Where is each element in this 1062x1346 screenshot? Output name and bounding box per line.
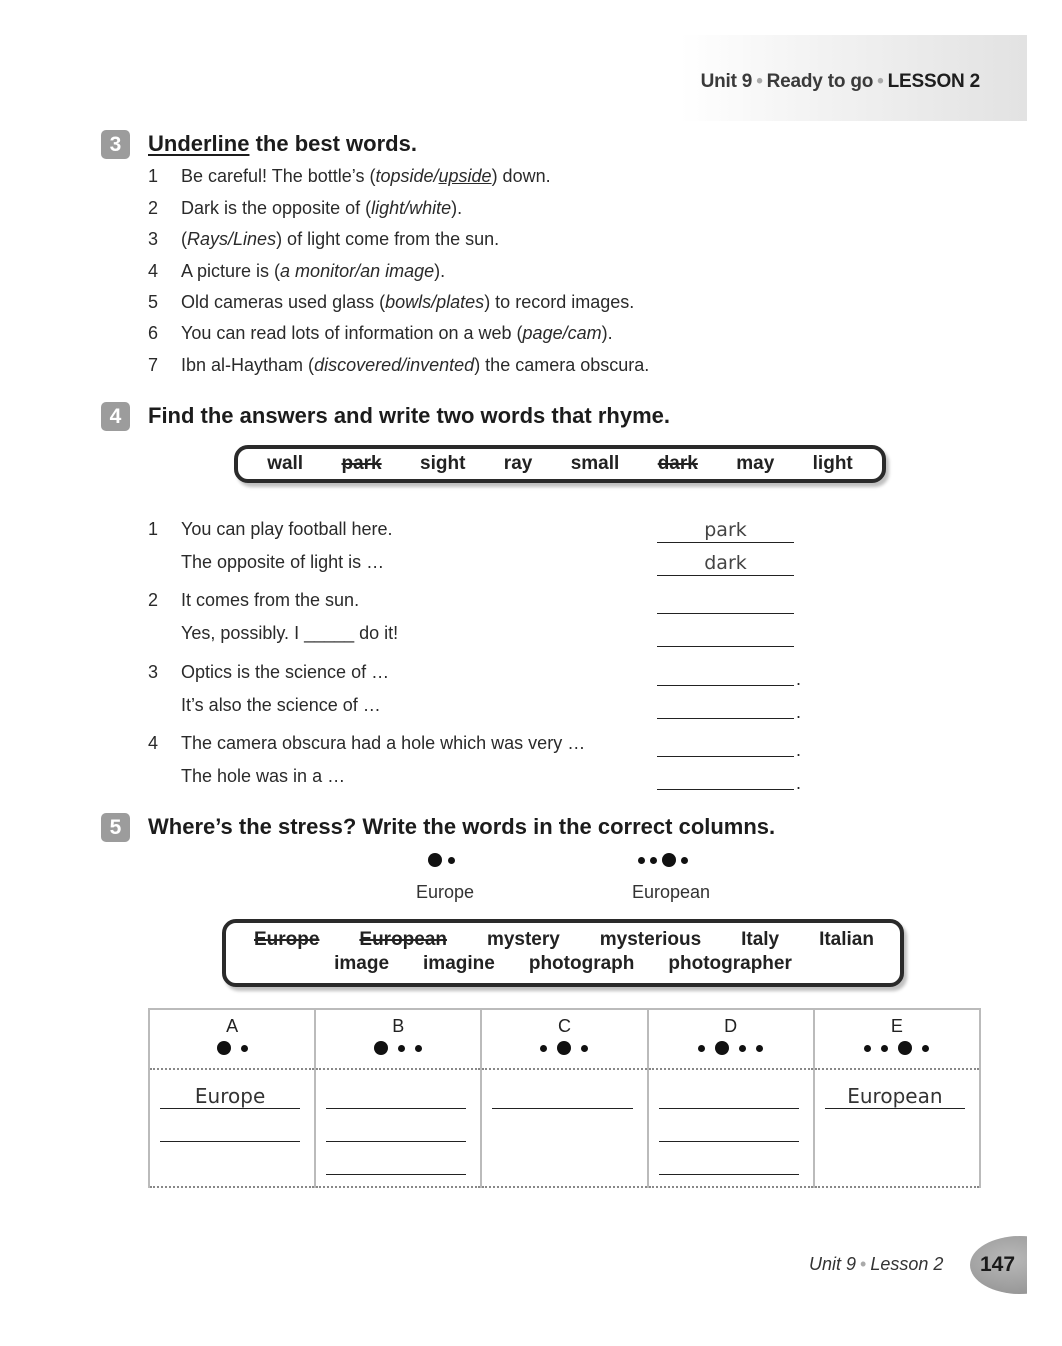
- word-box-word: wall: [267, 453, 304, 474]
- option-separator: /: [355, 261, 361, 281]
- question-text: The camera obscura had a hole which was very …: [181, 733, 586, 753]
- stress-columns-table: [148, 1008, 981, 1188]
- question-text: It’s also the science of …: [181, 695, 381, 715]
- stress-table-header-row: [149, 1009, 980, 1069]
- option-1[interactable]: topside: [375, 166, 434, 186]
- option-2[interactable]: an image: [360, 261, 435, 281]
- exercise-4-question: [148, 733, 585, 754]
- stress-pattern: [316, 1041, 480, 1055]
- stress-dot-small-icon: [398, 1045, 405, 1052]
- footer-lesson: Lesson 2: [870, 1254, 944, 1274]
- header-lesson: LESSON 2: [887, 71, 980, 92]
- question-text: The opposite of light is …: [181, 552, 385, 572]
- column-label: B: [392, 1016, 405, 1036]
- exercise-4-question: [148, 590, 359, 611]
- page-number: 147: [980, 1253, 1016, 1276]
- item-number: 6: [148, 323, 159, 343]
- column-label: E: [890, 1016, 903, 1036]
- stress-dot-small-icon: [540, 1045, 547, 1052]
- option-2[interactable]: plates: [436, 292, 485, 312]
- option-separator: /: [401, 355, 407, 375]
- item-text-before: A picture is (: [181, 261, 281, 281]
- column-answers-a: [149, 1069, 315, 1187]
- stress-dot-big-icon: [898, 1041, 912, 1055]
- option-separator: /: [433, 166, 439, 186]
- exercise-3-number-badge: 3: [101, 130, 130, 159]
- word-box-word: Italy: [741, 929, 780, 950]
- word-box-word: ray: [503, 453, 533, 474]
- word-box-word: park: [341, 453, 382, 474]
- stress-dot-big-icon: [557, 1041, 571, 1055]
- item-text-before: Be careful! The bottle’s (: [181, 166, 376, 186]
- question-text: The hole was in a …: [181, 766, 346, 786]
- exercise-4-title: Find the answers and write two words that rhyme.: [148, 403, 670, 428]
- stress-example-word-1: Europe: [416, 882, 475, 902]
- item-text-before: (: [181, 229, 187, 249]
- stress-dot-small-icon: [881, 1045, 888, 1052]
- word-box-word: Italian: [819, 929, 874, 950]
- item-text-before: You can read lots of information on a web (: [181, 323, 523, 343]
- item-number: 1: [148, 166, 159, 186]
- footer-lesson-label: [809, 1254, 943, 1275]
- exercise-3-item: [148, 229, 499, 250]
- stress-dot-big-icon: [715, 1041, 729, 1055]
- exercise-4-number-badge: 4: [101, 402, 130, 431]
- option-separator: /: [228, 229, 234, 249]
- stress-pattern: [815, 1041, 979, 1055]
- word-box-word: European: [359, 929, 448, 950]
- column-header-b: [315, 1009, 481, 1069]
- item-number: 7: [148, 355, 159, 375]
- word-box-word: mysterious: [599, 929, 702, 950]
- word-box-word: imagine: [423, 953, 495, 974]
- exercise-3-item: [148, 198, 462, 219]
- footer-separator: •: [860, 1254, 867, 1274]
- question-text: You can play football here.: [181, 519, 393, 539]
- word-box-word: dark: [657, 453, 698, 474]
- header-unit: Unit 9: [700, 71, 753, 92]
- word-box-word: light: [812, 453, 853, 474]
- stress-pattern-example-2: [638, 853, 688, 867]
- exercise-4-question: [148, 552, 384, 573]
- stress-dot-big-icon: [374, 1041, 388, 1055]
- answer-blank[interactable]: [657, 732, 794, 757]
- answer-blank[interactable]: [657, 589, 794, 614]
- item-text-after: ).: [601, 323, 613, 343]
- item-text-after: ).: [451, 198, 463, 218]
- column-answers-e: [814, 1069, 980, 1187]
- stress-dot-small-icon: [241, 1045, 248, 1052]
- answer-line[interactable]: [326, 1150, 466, 1175]
- header-separator: •: [877, 71, 884, 92]
- stress-pattern-example-1: [428, 853, 455, 867]
- answer-blank[interactable]: dark: [657, 551, 794, 576]
- stress-pattern: [150, 1041, 314, 1055]
- option-separator: /: [431, 292, 437, 312]
- item-text-after: ) to record images.: [484, 292, 635, 312]
- stress-dot-small-icon: [922, 1045, 929, 1052]
- option-1[interactable]: page: [522, 323, 563, 343]
- stress-pattern: [482, 1041, 646, 1055]
- item-text-before: Dark is the opposite of (: [181, 198, 372, 218]
- item-number: 4: [148, 261, 159, 281]
- header-breadcrumb: [701, 71, 980, 93]
- item-text-after: ).: [434, 261, 446, 281]
- option-1[interactable]: Rays: [187, 229, 229, 249]
- stress-table-answer-row: [149, 1069, 980, 1187]
- stress-dot-big-icon: [662, 853, 676, 867]
- column-label: C: [557, 1016, 571, 1036]
- item-text-before: Ibn al-Haytham (: [181, 355, 315, 375]
- option-1[interactable]: bowls: [385, 292, 432, 312]
- question-number: 3: [148, 662, 159, 682]
- footer-unit: Unit 9: [809, 1254, 857, 1274]
- item-text-after: ) down.: [491, 166, 551, 186]
- exercise-3-item: [148, 292, 634, 313]
- column-header-a: [149, 1009, 315, 1069]
- option-2[interactable]: cam: [567, 323, 602, 343]
- answer-line[interactable]: European: [825, 1084, 965, 1109]
- exercise-4-question: [148, 519, 393, 540]
- answer-blank[interactable]: park: [657, 518, 794, 543]
- answer-line[interactable]: [659, 1084, 799, 1109]
- question-text: It comes from the sun.: [181, 590, 360, 610]
- question-text: Yes, possibly. I _____ do it!: [181, 623, 399, 643]
- stress-dot-big-icon: [217, 1041, 231, 1055]
- answer-line[interactable]: [326, 1117, 466, 1142]
- word-box-word: photograph: [528, 953, 635, 974]
- stress-dot-big-icon: [428, 853, 442, 867]
- answer-line[interactable]: [492, 1084, 632, 1109]
- answer-line[interactable]: [659, 1150, 799, 1175]
- option-separator: /: [404, 198, 410, 218]
- exercise-5-number-badge: 5: [101, 813, 130, 842]
- column-header-c: [481, 1009, 647, 1069]
- answer-blank[interactable]: [657, 765, 794, 790]
- column-answers-b: [315, 1069, 481, 1187]
- option-2[interactable]: invented: [406, 355, 475, 375]
- word-box-word: sight: [420, 453, 466, 474]
- item-number: 3: [148, 229, 159, 249]
- question-number: 1: [148, 519, 159, 539]
- word-box-word: may: [736, 453, 775, 474]
- exercise-4-question: [148, 766, 345, 787]
- stress-dot-small-icon: [415, 1045, 422, 1052]
- stress-dot-small-icon: [681, 857, 688, 864]
- exercise-3-item: [148, 323, 613, 344]
- word-box-word: image: [334, 953, 390, 974]
- column-answers-d: [648, 1069, 814, 1187]
- stress-dot-small-icon: [864, 1045, 871, 1052]
- stress-dot-small-icon: [448, 857, 455, 864]
- answer-line[interactable]: Europe: [160, 1084, 300, 1109]
- answer-line[interactable]: [659, 1117, 799, 1142]
- option-2[interactable]: white: [409, 198, 452, 218]
- stress-pattern: [649, 1041, 813, 1055]
- stress-dot-small-icon: [581, 1045, 588, 1052]
- option-1[interactable]: discovered: [314, 355, 402, 375]
- answer-blank[interactable]: [657, 622, 794, 647]
- column-header-e: [814, 1009, 980, 1069]
- option-2[interactable]: Lines: [233, 229, 277, 249]
- stress-example-word-2: European: [632, 882, 711, 902]
- exercise-3-title-underlined: Underline: [148, 131, 250, 156]
- question-number: 4: [148, 733, 159, 753]
- stress-dot-small-icon: [756, 1045, 763, 1052]
- exercise-3-title-rest: the best words.: [249, 131, 417, 156]
- item-text-before: Old cameras used glass (: [181, 292, 386, 312]
- header-title: Ready to go: [766, 71, 874, 92]
- item-number: 2: [148, 198, 159, 218]
- question-text: Optics is the science of …: [181, 662, 390, 682]
- exercise-3-title: [148, 131, 417, 157]
- option-1[interactable]: light: [371, 198, 405, 218]
- column-answers-c: [481, 1069, 647, 1187]
- column-label: A: [226, 1016, 239, 1036]
- exercise-4-question: [148, 623, 398, 644]
- answer-line[interactable]: [160, 1117, 300, 1142]
- answer-blank[interactable]: [657, 661, 794, 686]
- exercise-4-question: [148, 662, 389, 683]
- page-header: [680, 35, 1027, 121]
- exercise-3-item: [148, 355, 649, 376]
- word-box-row-2: [226, 951, 900, 975]
- word-box-word: Europe: [254, 929, 320, 950]
- word-box-word: mystery: [486, 929, 560, 950]
- column-label: D: [724, 1016, 738, 1036]
- stress-dot-small-icon: [638, 857, 645, 864]
- item-number: 5: [148, 292, 159, 312]
- exercise-3-item: [148, 261, 445, 282]
- word-box-row-1: [226, 923, 900, 951]
- item-text-after: ) of light come from the sun.: [276, 229, 500, 249]
- answer-blank[interactable]: [657, 694, 794, 719]
- exercise-4-question: [148, 695, 381, 716]
- exercise-4-word-box: [234, 445, 886, 483]
- exercise-3-item: [148, 166, 551, 187]
- option-2[interactable]: upside: [438, 166, 492, 186]
- question-number: 2: [148, 590, 159, 610]
- item-text-after: ) the camera obscura.: [474, 355, 650, 375]
- word-box-word: small: [570, 453, 620, 474]
- answer-line[interactable]: [326, 1084, 466, 1109]
- exercise-5-word-box: [222, 919, 904, 987]
- stress-dot-small-icon: [739, 1045, 746, 1052]
- exercise-5-title: Where’s the stress? Write the words in the correct columns.: [148, 814, 776, 839]
- stress-dot-small-icon: [698, 1045, 705, 1052]
- word-box-word: photographer: [668, 953, 792, 974]
- option-separator: /: [562, 323, 568, 343]
- header-separator: •: [756, 71, 763, 92]
- column-header-d: [648, 1009, 814, 1069]
- option-1[interactable]: a monitor: [280, 261, 356, 281]
- stress-dot-small-icon: [650, 857, 657, 864]
- page-edge: [1027, 1220, 1062, 1310]
